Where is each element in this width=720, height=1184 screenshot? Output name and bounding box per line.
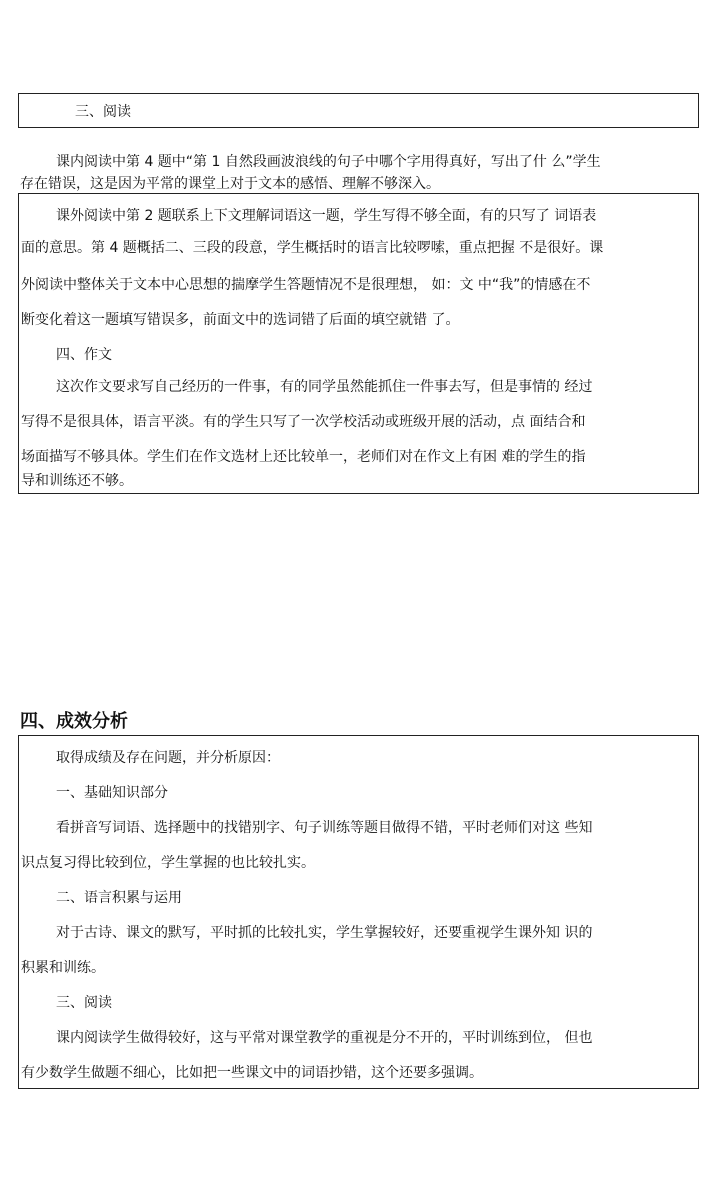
intro-line: 取得成绩及存在问题，并分析原因：: [56, 750, 280, 766]
paragraph-line: 课外阅读中第 2 题联系上下文理解词语这一题，学生写得不够全面，有的只写了 词语表: [56, 208, 597, 224]
paragraph-line: 课内阅读学生做得较好，这与平常对课堂教学的重视是分不开的，平时训练到位， 但也: [56, 1030, 593, 1046]
reading-heading-box: [18, 93, 699, 128]
paragraph-line: 看拼音写词语、选择题中的找错别字、句子训练等题目做得不错，平时老师们对这 些知: [56, 820, 593, 836]
paragraph-line: 积累和训练。: [21, 960, 105, 976]
paragraph-line: 外阅读中整体关于文本中心思想的揣摩学生答题情况不是很理想， 如：文 中“我”的情感在不: [21, 277, 591, 293]
paragraph-line: 导和训练还不够。: [21, 473, 133, 489]
paragraph-line: 对于古诗、课文的默写，平时抓的比较扎实，学生掌握较好，还要重视学生课外知 识的: [56, 925, 593, 941]
paragraph-line: 识点复习得比较到位，学生掌握的也比较扎实。: [21, 855, 315, 871]
paragraph-line: 有少数学生做题不细心，比如把一些课文中的词语抄错，这个还要多强调。: [21, 1065, 483, 1081]
effectiveness-analysis-box: [18, 735, 699, 1089]
section-title: 四、成效分析: [20, 711, 128, 732]
subsection-heading: 二、语言积累与运用: [56, 890, 182, 906]
paragraph-line: 断变化着这一题填写错误多，前面文中的选词错了后面的填空就错 了。: [21, 312, 460, 328]
subsection-heading: 一、基础知识部分: [56, 785, 168, 801]
writing-heading: 四、作文: [56, 347, 112, 363]
reading-heading: 三、阅读: [75, 104, 131, 120]
paragraph-line: 写得不是很具体，语言平淡。有的学生只写了一次学校活动或班级开展的活动，点 面结合和: [21, 414, 586, 430]
paragraph-line: 存在错误，这是因为平常的课堂上对于文本的感悟、理解不够深入。: [20, 176, 440, 192]
subsection-heading: 三、阅读: [56, 995, 112, 1011]
paragraph-line: 这次作文要求写自己经历的一件事，有的同学虽然能抓住一件事去写，但是事情的 经过: [56, 379, 593, 395]
content-box-reading-writing: [18, 193, 699, 494]
paragraph-line: 场面描写不够具体。学生们在作文选材上还比较单一，老师们对在作文上有困 难的学生的指: [21, 449, 586, 465]
paragraph-line: 面的意思。第 4 题概括二、三段的段意，学生概括时的语言比较啰嗦，重点把握 不是很好。课: [21, 240, 604, 256]
paragraph-line: 课内阅读中第 4 题中“第 1 自然段画波浪线的句子中哪个字用得真好，写出了什 么”学生: [56, 154, 601, 170]
